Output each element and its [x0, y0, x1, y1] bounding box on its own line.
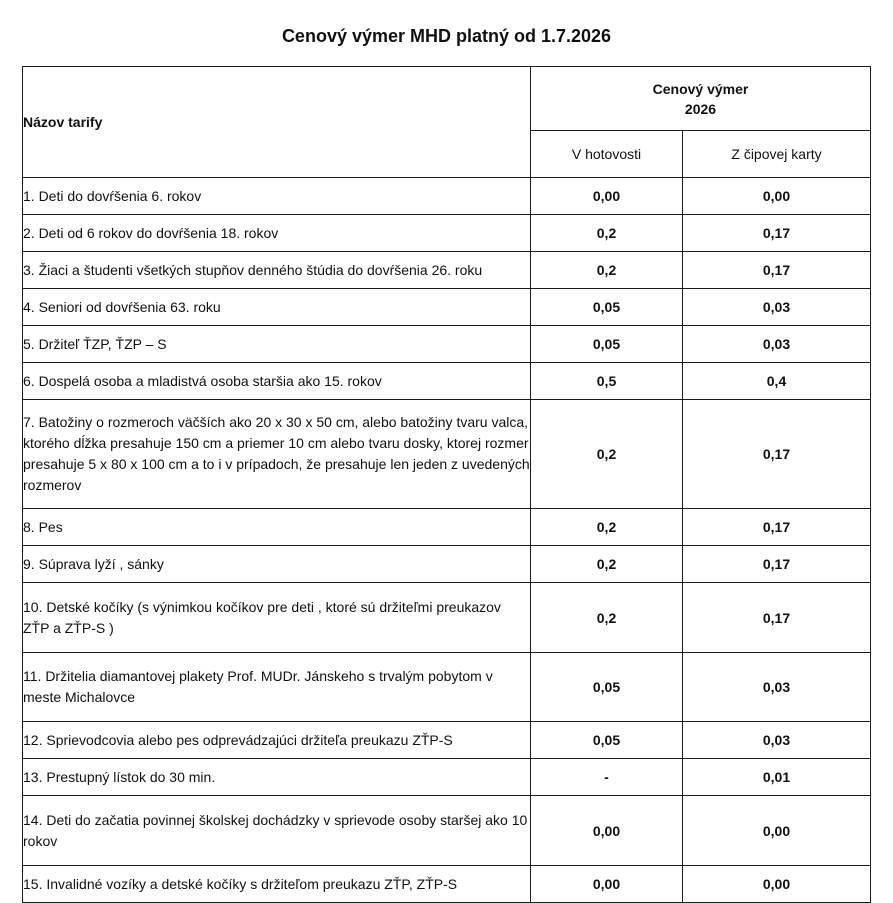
price-cash-cell: 0,00	[531, 866, 683, 903]
tariff-name-cell: 2. Deti od 6 rokov do dovŕšenia 18. rokov	[23, 215, 531, 252]
table-header-row	[23, 67, 871, 131]
column-header-cash: V hotovosti	[531, 131, 683, 178]
tariff-name-cell: 9. Súprava lyží , sánky	[23, 546, 531, 583]
tariff-name-cell: 3. Žiaci a študenti všetkých stupňov denného štúdia do dovŕšenia 26. roku	[23, 252, 531, 289]
price-cash-cell: 0,05	[531, 289, 683, 326]
table-row	[23, 866, 871, 903]
table-row	[23, 653, 871, 722]
price-card-cell: 0,17	[683, 546, 871, 583]
price-cash-cell: 0,00	[531, 178, 683, 215]
price-card-cell: 0,03	[683, 722, 871, 759]
table-row	[23, 796, 871, 866]
price-card-cell: 0,17	[683, 400, 871, 509]
group-header-line1: Cenový výmer	[652, 80, 749, 97]
table-row	[23, 178, 871, 215]
price-cash-cell: 0,00	[531, 796, 683, 866]
price-card-cell: 0,03	[683, 289, 871, 326]
price-card-cell: 0,00	[683, 866, 871, 903]
tariff-name-cell: 13. Prestupný lístok do 30 min.	[23, 759, 531, 796]
table-row	[23, 252, 871, 289]
price-card-cell: 0,17	[683, 252, 871, 289]
table-row	[23, 759, 871, 796]
tariff-name-cell: 4. Seniori od dovŕšenia 63. roku	[23, 289, 531, 326]
table-row	[23, 583, 871, 653]
tariff-name-cell: 8. Pes	[23, 509, 531, 546]
table-row	[23, 289, 871, 326]
tariff-name-cell: 11. Držitelia diamantovej plakety Prof. MUDr. Jánskeho s trvalým pobytom v meste Michalovce	[23, 653, 531, 722]
tariff-name-cell: 6. Dospelá osoba a mladistvá osoba staršia ako 15. rokov	[23, 363, 531, 400]
price-card-cell: 0,03	[683, 326, 871, 363]
table-row	[23, 509, 871, 546]
column-group-header	[531, 67, 871, 131]
price-cash-cell: 0,05	[531, 326, 683, 363]
price-card-cell: 0,01	[683, 759, 871, 796]
tariff-name-cell: 7. Batožiny o rozmeroch väčších ako 20 x 30 x 50 cm, alebo batožiny tvaru valca, ktorého dĺžka presahuje 150 cm a priemer 10 cm alebo tvaru dosky, ktorej rozmer presahuje 5 x 80 x 100 cm a to i v prípadoch, že presahuje len jeden z uvedených rozmerov	[23, 400, 531, 509]
price-card-cell: 0,00	[683, 796, 871, 866]
price-card-cell: 0,17	[683, 215, 871, 252]
tariff-name-cell: 12. Sprievodcovia alebo pes odprevádzajúci držiteľa preukazu ZŤP-S	[23, 722, 531, 759]
tariff-name-cell: 14. Deti do začatia povinnej školskej dochádzky v sprievode osoby staršej ako 10 rokov	[23, 796, 531, 866]
price-cash-cell: 0,2	[531, 215, 683, 252]
price-cash-cell: 0,05	[531, 722, 683, 759]
tariff-table	[22, 66, 871, 903]
table-row	[23, 326, 871, 363]
tariff-name-cell: 15. Invalidné vozíky a detské kočíky s držiteľom preukazu ZŤP, ZŤP-S	[23, 866, 531, 903]
price-cash-cell: -	[531, 759, 683, 796]
price-cash-cell: 0,05	[531, 653, 683, 722]
price-cash-cell: 0,2	[531, 546, 683, 583]
column-header-name: Názov tarify	[23, 67, 531, 178]
page-title: Cenový výmer MHD platný od 1.7.2026	[281, 26, 612, 46]
price-card-cell: 0,00	[683, 178, 871, 215]
table-body	[23, 178, 871, 903]
price-card-cell: 0,17	[683, 509, 871, 546]
price-card-cell: 0,03	[683, 653, 871, 722]
table-row	[23, 722, 871, 759]
price-cash-cell: 0,2	[531, 252, 683, 289]
tariff-name-cell: 1. Deti do dovŕšenia 6. rokov	[23, 178, 531, 215]
price-cash-cell: 0,5	[531, 363, 683, 400]
price-card-cell: 0,4	[683, 363, 871, 400]
table-row	[23, 215, 871, 252]
group-header-line2: 2026	[684, 100, 717, 117]
price-cash-cell: 0,2	[531, 509, 683, 546]
table-row	[23, 546, 871, 583]
tariff-name-cell: 5. Držiteľ ŤZP, ŤZP – S	[23, 326, 531, 363]
price-card-cell: 0,17	[683, 583, 871, 653]
table-row	[23, 400, 871, 509]
table-row	[23, 363, 871, 400]
price-cash-cell: 0,2	[531, 583, 683, 653]
column-header-card: Z čipovej karty	[683, 131, 871, 178]
tariff-name-cell: 10. Detské kočíky (s výnimkou kočíkov pre deti , ktoré sú držiteľmi preukazov ZŤP a ZŤP-S )	[23, 583, 531, 653]
price-cash-cell: 0,2	[531, 400, 683, 509]
